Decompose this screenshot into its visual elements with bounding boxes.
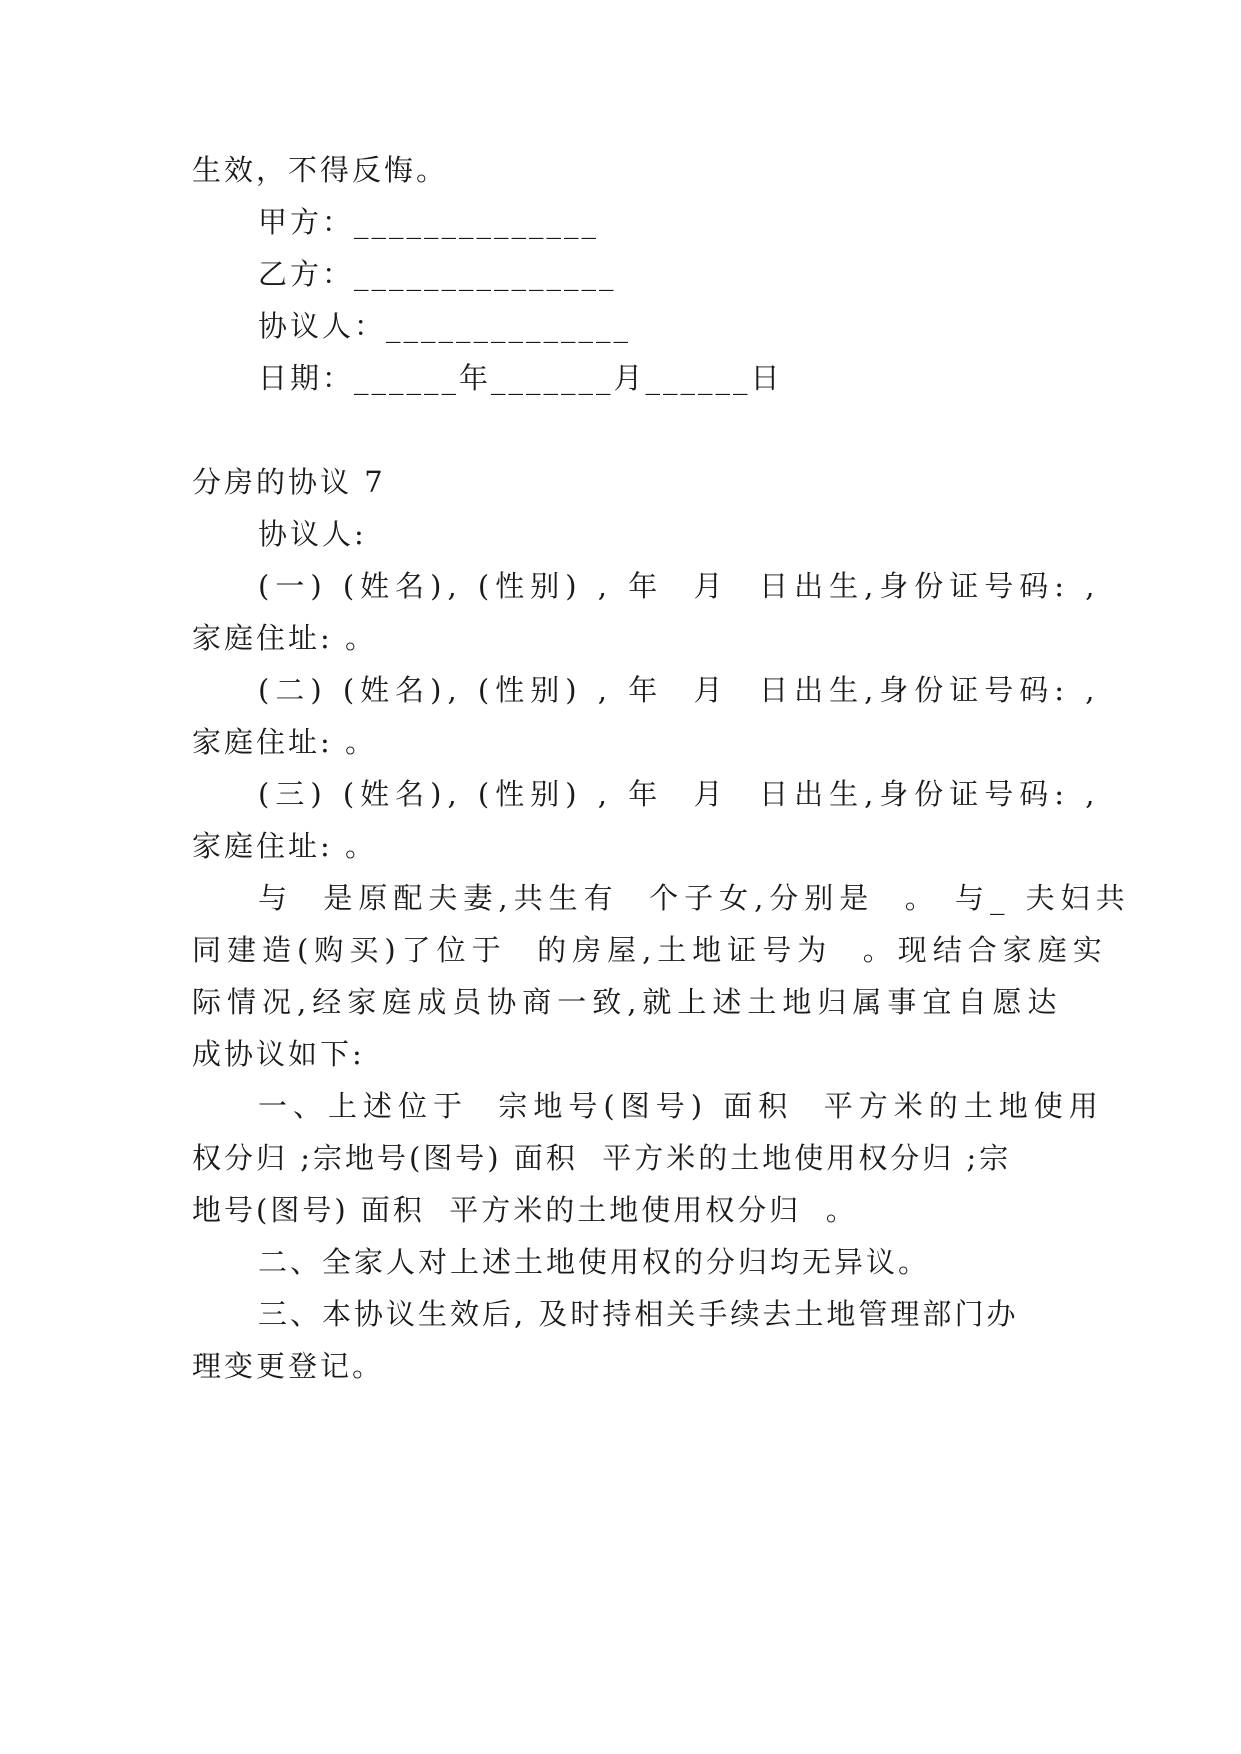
date-line: 日期：______年_______月______日 bbox=[258, 361, 783, 395]
text-line: 权分归 ;宗地号(图号) 面积 平方米的土地使用权分归 ;宗 bbox=[192, 1141, 1012, 1175]
text-line: 际情况,经家庭成员协商一致,就上述土地归属事宜自愿达 bbox=[192, 985, 1063, 1019]
text-line: 二、全家人对上述土地使用权的分归均无异议。 bbox=[258, 1245, 931, 1279]
party-a-line: 甲方：______________ bbox=[258, 205, 600, 239]
text-line: 生效，不得反悔。 bbox=[192, 153, 449, 187]
section-title: 分房的协议 7 bbox=[192, 465, 386, 499]
text-line: 家庭住址: 。 bbox=[192, 725, 377, 759]
signatory-line: 协议人：______________ bbox=[258, 309, 632, 343]
text-line: (一) (姓名), (性别) , 年 月 日出生,身份证号码: , bbox=[258, 569, 1101, 603]
text-line: 家庭住址: 。 bbox=[192, 829, 377, 863]
text-line: (三) (姓名), (性别) , 年 月 日出生,身份证号码: , bbox=[258, 777, 1101, 811]
text-line: 同建造(购买)了位于 的房屋,土地证号为 。现结合家庭实 bbox=[192, 933, 1108, 967]
text-line: 家庭住址: 。 bbox=[192, 621, 377, 655]
text-line: 三、本协议生效后, 及时持相关手续去土地管理部门办 bbox=[258, 1297, 1019, 1331]
text-line: 与 是原配夫妻,共生有 个子女,分别是 。 与_ 夫妇共 bbox=[258, 881, 1131, 915]
text-line: 成协议如下: bbox=[192, 1037, 365, 1071]
text-line: 协议人: bbox=[258, 517, 367, 551]
text-line: (二) (姓名), (性别) , 年 月 日出生,身份证号码: , bbox=[258, 673, 1101, 707]
text-line: 一、上述位于 宗地号(图号) 面积 平方米的土地使用 bbox=[258, 1089, 1104, 1123]
text-line: 地号(图号) 面积 平方米的土地使用权分归 。 bbox=[192, 1193, 858, 1227]
text-line: 理变更登记。 bbox=[192, 1349, 385, 1383]
party-b-line: 乙方：_______________ bbox=[258, 257, 617, 291]
